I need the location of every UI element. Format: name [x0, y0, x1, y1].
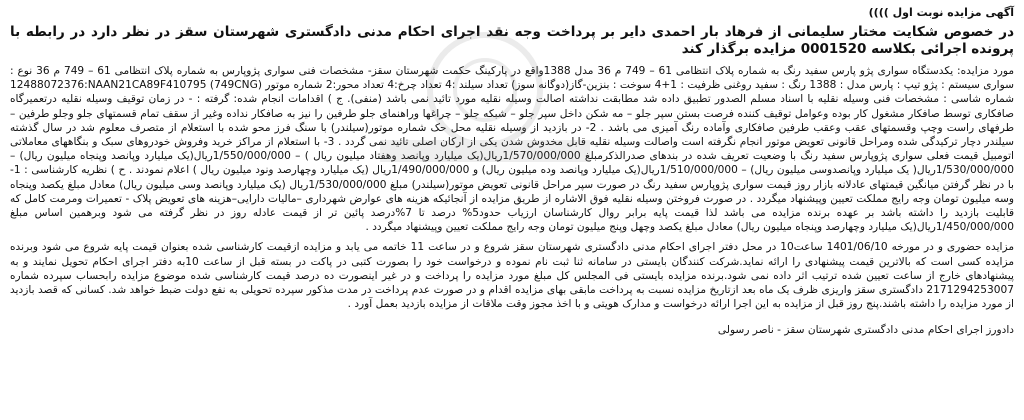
notice-title: آگهی مزایده نوبت اول ))))	[868, 6, 1014, 19]
signature-line: دادورز اجرای احکام مدنی دادگستری شهرستان سقز - ناصر رسولی	[717, 324, 1014, 337]
auction-terms: مزایده حضوری و در مورخه 1401/06/10 ساعت10 در محل دفتر اجرای احکام مدنی دادگستری شهرستان سقز شروع و در ساعت 11 خاتمه می یابد و مزایده ازقیمت کارشناسی شده بعنوان قیمت پایه شروع می شود وبرنده مزایده کسی است که بالاترین قیمت پیشنهادی را ارائه نماید.شرکت کنندگان بایستی در سامانه ثنا ثبت نام نموده و درخواست خود را بصورت کتبی در پاکت در بسته قبل از ساعت 10به دفتر اجرای احکام تحویل نمایند و به پیشنهادهای خارج از ساعت تعیین شده ترتیب اثر داده نمی شود.برنده مزایده بایستی فی المجلس کل مبلغ مورد مزایده را پرداخت و در غیر اینصورت ده درصد قیمت کارشناسی شده موضوع مزایده رابحساب سپرده شماره 2171294253007 دادگستری سقز واریزی ظرف یک ماه بعد ازتاریخ مزایده نسبت به پرداخت مابقی بهای مزایده اقدام و در صورت عدم پرداخت در مدت مذکور سپرده تحویلی به نفع دولت ضبط خواهد شد. کسانی که قصد بازدید از مورد مزایده را داشته باشند.پنج روز قبل از مزایده به این اجرا ارائه درخواست و مدارک هویتی و با اخذ مجوز وقت ملاقات از مزایده بازدید بعمل آورد .	[10, 241, 1014, 311]
auction-item-description: مورد مزایده: یکدستگاه سواری پژو پارس سفید رنگ به شماره پلاک انتظامی 61 – 749 م 36 مدل 1388واقع در پارکینگ حکمت شهرستان سقز- مشخصات فنی سواری پژوپارس به شماره پلاک انتظامی 61 – 749 م 36 نوع : سواری سیستم : پژو تیپ : پارس مدل : 1388 رنگ : سفید روغنی ظرفیت : 1+4 سوخت : بنزین-گاز(دوگانه سوز) تعداد سیلند :4 تعداد چرخ:4 تعداد محور:2 شماره موتور (749CNG) 12488072376:NAAN21CA89F410795 شماره شاسی : مشخصات فنی وسیله نقلیه با اسناد مسلم الصدور تطبیق داده شد مطابقت نداشته اصالت وسیله نقلیه مورد تائید نمی باشد (منفی). ج ) اقدامات انجام شده: گرفته : - در زمان توقیف وسیله نقلیه درتعمیرگاه صافکاری توسط صافکار مشغول کار بوده وعوامل توقیف کننده فرصت بستن سپر جلو – مه شکن داخل سپر جلو – شبکه جلو – چراغها وراهنمای جلو طرفین را نیز به صافکار نداده وغیر از سقف تمام قسمتهای جلو وجلو طرفین – طرفهای راست وچپ وقسمتهای عقب وعقب طرفین صافکاری وآماده رنگ آمیزی می باشد . 2- در بازدید از وسیله نقلیه محل حک شماره موتور(سیلندر) با سنگ فرز محو شده با استعلام از متصرف معلوم شد در سال گذشته سیلندر دچار ترکیدگی شده ومراحل قانونی تعویض موتور انجام نگرفته است واصالت وسیله نقلیه قابل مخدوش شدن یکی از ارکان اصلی تائید نمی گردد . 3- با استعلام از مراکز خرید وفروش خودروهای سبک و بنگاههای معاملاتی اتومبیل قیمت فعلی سواری پژوپارس سفید رنگ با وضعیت تعریف شده در بندهای صدرالذکرمبلغ 1/570/000/000ریال(یک میلیارد وپانصد وهفتاد میلیون ریال ) – 1/550/000/000ریال(یک میلیارد وپانصد وپنجاه میلیون ریال) – 1/530/000/000ریال( یک میلیارد وپانصدوسی میلیون ریال) – 1/510/000/000ریال(یک میلیارد وپانصد وده میلیون ریال) و 1/490/000/000ریال (یک میلیارد وچهارصد ونود میلیون ریال ) اعلام نمودند . ح ) نظریه کارشناسی : 1- با در نظر گرفتن میانگین قیمتهای عادلانه بازار روز قیمت سواری پژوپارس سفید رنگ در صورت سپر مراحل قانونی تعویض موتور(سیلندر) مبلغ 1/530/000/000ریال (یک میلیارد وپانصد وسی میلیون ریال) معادل مبلغ یکصد وپنجاه وسه میلیون تومان وجه رایج مملکت تعیین وپیشنهاد میگردد . در صورت فروختن وسیله نقلیه فوق الاشاره از طریق مزایده از آنجائیکه هزینه های عوارض شهرداری –مالیات دارایی–هزینه های تعویض پلاک - تعمیرات ومرمت کامل که قابلیت بازدید را داشته باشد بر عهده برنده مزایده می باشد لذا قیمت پایه برابر روال کارشناسان ارزیاب حدود5% درصد تا 7%درصد پائین تر از قیمت عادله روز در نظر گرفته می شود وبرهمین اساس مبلغ 1/450/000/000ریال(یک میلیارد وچهارصد وپنجاه میلیون ریال) معادل مبلغ یکصد وچهل وپنج میلیون تومان وجه رایج مملکت تعیین وپیشنهاد میگردد .	[10, 65, 1015, 234]
notice-headline: در خصوص شکایت مختار سلیمانی از فرهاد بار احمدی دایر بر پرداخت وجه نقد اجرای احکام مدنی دادگستری شهرستان سقز در نظر دارد در رابطه با پرونده اجرائی بکلاسه 0001520 مزایده برگذار کند	[10, 24, 1014, 57]
